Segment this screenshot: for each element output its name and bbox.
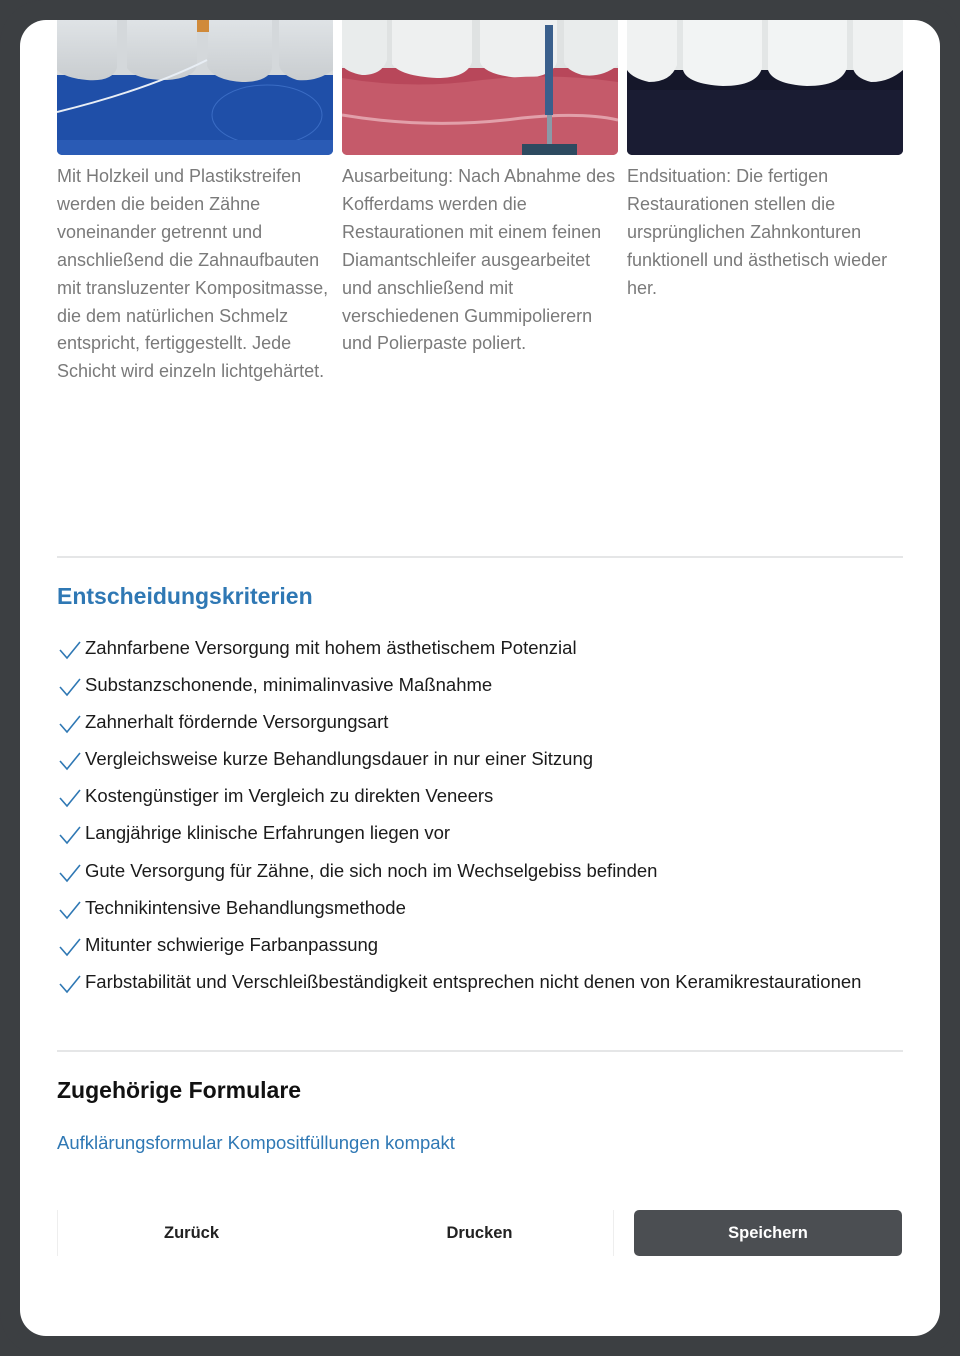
caption-3: Endsituation: Die fertigen Restaurationen stellen die ursprünglichen Zahnkonturen funktionell und ästhetisch wieder her.: [627, 166, 888, 298]
criteria-item-label: Gute Versorgung für Zähne, die sich noch im Wechselgebiss befinden: [85, 859, 658, 881]
check-icon: [59, 825, 81, 845]
criteria-list: [57, 634, 903, 1005]
criteria-item: [57, 894, 903, 922]
check-icon: [59, 640, 81, 660]
criteria-item-label: Technikintensive Behandlungsmethode: [85, 896, 406, 918]
section-divider: [57, 1050, 903, 1052]
criteria-item: [57, 634, 903, 662]
back-button[interactable]: Zurück: [57, 1210, 325, 1256]
criteria-heading: Entscheidungskriterien: [57, 583, 313, 609]
criteria-item: [57, 708, 903, 736]
check-icon: [59, 751, 81, 771]
criteria-item: [57, 968, 903, 996]
criteria-item-label: Langjährige klinische Erfahrungen liegen vor: [85, 822, 451, 844]
check-icon: [59, 974, 81, 994]
treatment-photo-3: [627, 20, 903, 155]
save-button[interactable]: Speichern: [634, 1210, 902, 1256]
section-divider: [57, 556, 903, 558]
check-icon: [59, 677, 81, 697]
criteria-item-label: Farbstabilität und Verschleißbeständigkeit entsprechen nicht denen von Keramikrestaurationen: [85, 970, 862, 992]
criteria-item: [57, 819, 903, 847]
form-link[interactable]: Aufklärungsformular Kompositfüllungen kompakt: [57, 1132, 455, 1153]
criteria-item: [57, 931, 903, 959]
criteria-item-label: Zahnerhalt fördernde Versorgungsart: [85, 711, 389, 733]
criteria-item: [57, 671, 903, 699]
criteria-item: [57, 745, 903, 773]
criteria-item-label: Vergleichsweise kurze Behandlungsdauer in nur einer Sitzung: [85, 748, 594, 770]
criteria-item-label: Mitunter schwierige Farbanpassung: [85, 933, 379, 955]
check-icon: [59, 900, 81, 920]
forms-heading: Zugehörige Formulare: [57, 1077, 302, 1103]
caption-1: Mit Holzkeil und Plastikstreifen werden die beiden Zähne voneinander getrennt und anschließend die Zahnaufbauten mit transluzenter Kompositmasse, die dem natürlichen Schmelz entspricht, fertiggestellt. Jede Schicht wird einzeln lichtgehärtet.: [57, 166, 329, 382]
check-icon: [59, 937, 81, 957]
criteria-item: [57, 782, 903, 810]
criteria-item: [57, 857, 903, 885]
criteria-item-label: Kostengünstiger im Vergleich zu direkten Veneers: [85, 785, 494, 807]
check-icon: [59, 714, 81, 734]
check-icon: [59, 863, 81, 883]
criteria-item-label: Substanzschonende, minimalinvasive Maßnahme: [85, 674, 493, 696]
check-icon: [59, 788, 81, 808]
print-button[interactable]: Drucken: [346, 1210, 614, 1256]
treatment-photo-1: [57, 20, 333, 155]
caption-2: Ausarbeitung: Nach Abnahme des Kofferdams werden die Restaurationen mit einem feinen Diamantschleifer ausgearbeitet und anschließend mit verschiedenen Gummipolierern und Polierpaste poliert.: [342, 166, 616, 354]
screen: [20, 20, 940, 1336]
criteria-item-label: Zahnfarbene Versorgung mit hohem ästhetischem Potenzial: [85, 637, 577, 658]
treatment-photo-2: [342, 20, 618, 155]
